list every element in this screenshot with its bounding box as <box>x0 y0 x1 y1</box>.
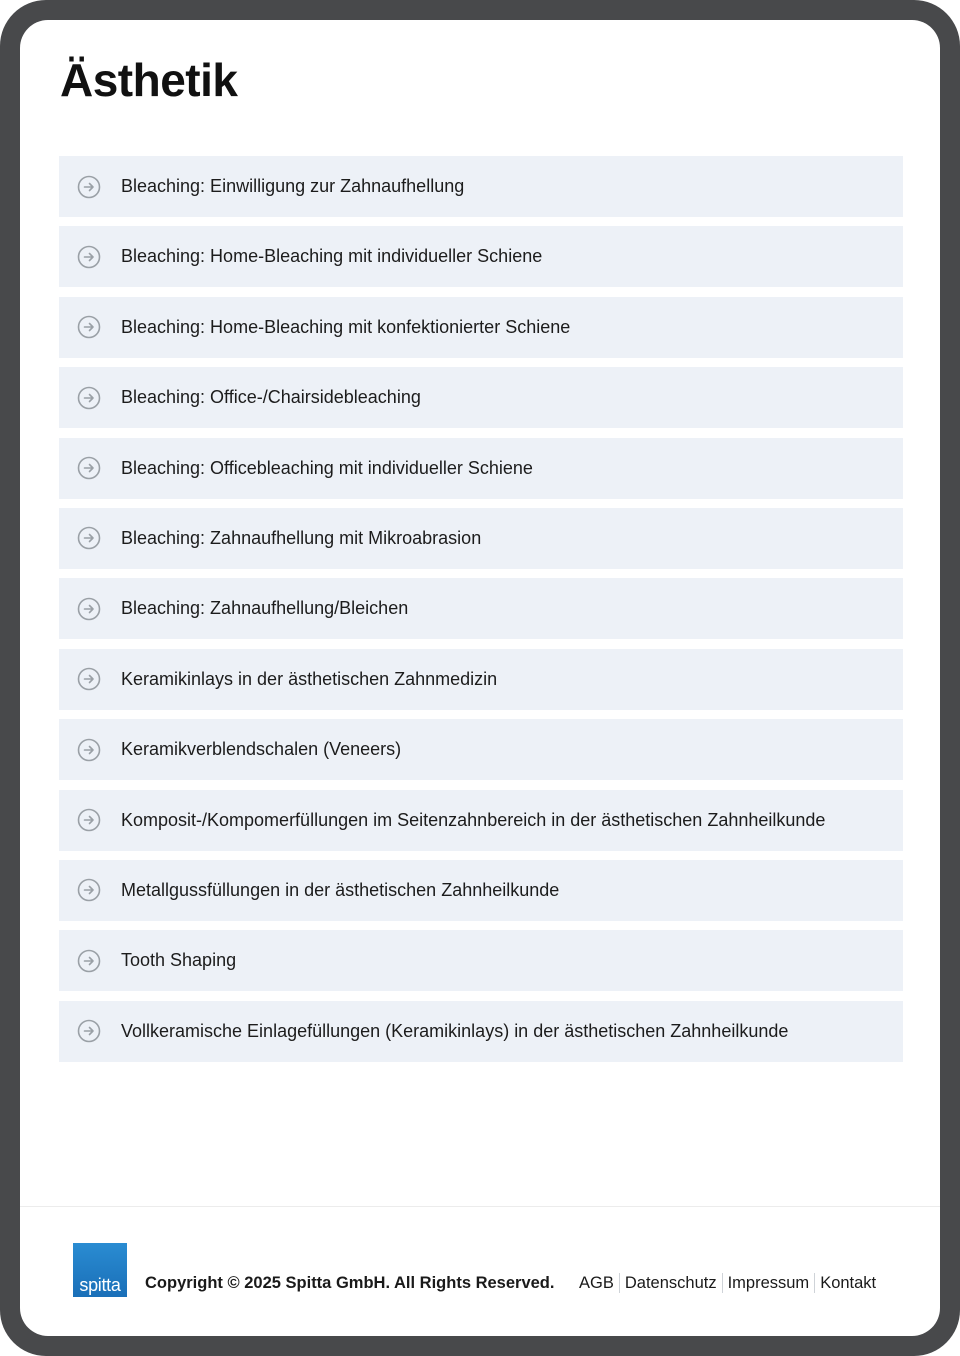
list-item-label: Bleaching: Home-Bleaching mit konfektionierter Schiene <box>121 316 571 337</box>
list-item[interactable] <box>59 1001 903 1062</box>
list-item[interactable] <box>59 860 903 921</box>
footer-link-impressum[interactable]: Impressum <box>727 1273 810 1292</box>
circle-arrow-right-icon <box>77 315 101 339</box>
screen <box>20 20 940 1336</box>
list-item[interactable] <box>59 578 903 639</box>
logo-text: spitta <box>79 1275 121 1295</box>
circle-arrow-right-icon <box>77 175 101 199</box>
circle-arrow-right-icon <box>77 597 101 621</box>
link-separator <box>814 1273 815 1293</box>
footer-link-kontakt[interactable]: Kontakt <box>820 1273 877 1292</box>
circle-arrow-right-icon <box>77 245 101 269</box>
circle-arrow-right-icon <box>77 878 101 902</box>
circle-arrow-right-icon <box>77 456 101 480</box>
list-item-label: Keramikverblendschalen (Veneers) <box>121 739 402 760</box>
circle-arrow-right-icon <box>77 1019 101 1043</box>
link-separator <box>619 1273 620 1293</box>
list-item[interactable] <box>59 226 903 287</box>
circle-arrow-right-icon <box>77 808 101 832</box>
list-item-label: Vollkeramische Einlagefüllungen (Keramikinlays) in der ästhetischen Zahnheilkunde <box>121 1020 789 1041</box>
list-item[interactable] <box>59 719 903 780</box>
list-item[interactable] <box>59 297 903 358</box>
footer-links <box>579 1273 876 1293</box>
list-item-label: Bleaching: Home-Bleaching mit individueller Schiene <box>121 246 543 267</box>
list-item-label: Bleaching: Einwilligung zur Zahnaufhellung <box>121 176 465 196</box>
list-item-label: Bleaching: Zahnaufhellung/Bleichen <box>121 598 409 619</box>
circle-arrow-right-icon <box>77 738 101 762</box>
list-item-label: Bleaching: Zahnaufhellung mit Mikroabrasion <box>121 527 482 548</box>
footer-link-agb[interactable]: AGB <box>579 1273 614 1292</box>
copyright-text: Copyright © 2025 Spitta GmbH. All Rights Reserved. <box>145 1274 555 1292</box>
list-item-label: Komposit-/Kompomerfüllungen im Seitenzahnbereich in der ästhetischen Zahnheilkunde <box>121 809 826 830</box>
list-item-label: Bleaching: Office-/Chairsidebleaching <box>121 387 421 408</box>
list-item-label: Tooth Shaping <box>121 950 237 971</box>
list-item-label: Metallgussfüllungen in der ästhetischen Zahnheilkunde <box>121 879 560 900</box>
circle-arrow-right-icon <box>77 526 101 550</box>
list-item-label: Bleaching: Officebleaching mit individueller Schiene <box>121 457 533 478</box>
list-item[interactable] <box>59 438 903 499</box>
list-item[interactable] <box>59 790 903 851</box>
list-item[interactable] <box>59 649 903 710</box>
circle-arrow-right-icon <box>77 386 101 410</box>
list-item-label: Keramikinlays in der ästhetischen Zahnmedizin <box>121 668 498 689</box>
spitta-logo[interactable] <box>73 1243 127 1297</box>
list-item[interactable] <box>59 930 903 991</box>
list-item[interactable] <box>59 367 903 428</box>
article-list <box>59 156 903 1071</box>
circle-arrow-right-icon <box>77 949 101 973</box>
list-item[interactable] <box>59 508 903 569</box>
list-item[interactable] <box>59 156 903 217</box>
page-title: Ästhetik <box>60 54 238 106</box>
circle-arrow-right-icon <box>77 667 101 691</box>
link-separator <box>722 1273 723 1293</box>
footer-link-datenschutz[interactable]: Datenschutz <box>624 1273 717 1292</box>
footer <box>20 1207 940 1336</box>
